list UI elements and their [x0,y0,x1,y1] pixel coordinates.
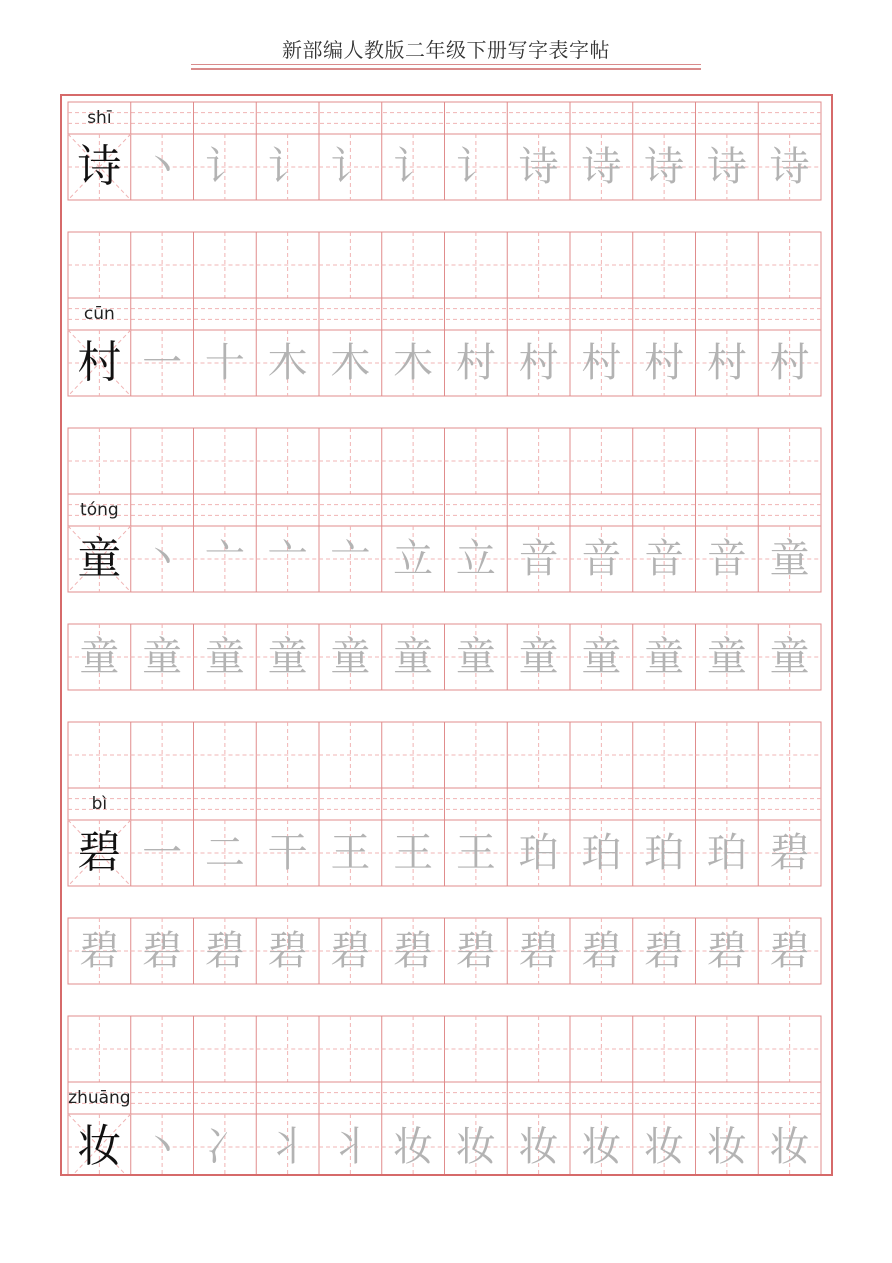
stroke-order-char: 妆 [644,1124,685,1170]
stroke-order-char: 诗 [706,144,747,190]
stroke-order-char: 诗 [769,144,810,190]
stroke-order-char: 亠 [267,536,308,582]
stroke-order-char: 立 [455,536,496,582]
trace-character: 童 [644,634,685,680]
stroke-order-char: 一 [142,340,183,386]
trace-character: 碧 [455,928,496,974]
stroke-order-char: 木 [267,340,308,386]
stroke-order-char: 珀 [644,830,685,876]
stroke-order-char: 丬 [267,1124,308,1170]
trace-character: 碧 [267,928,308,974]
pinyin-label: tóng [80,500,119,520]
stroke-order-char: 丶 [142,1124,183,1170]
stroke-order-char: 珀 [581,830,622,876]
stroke-order-char: 王 [393,830,434,876]
main-character: 诗 [77,141,122,192]
stroke-order-char: 讠 [330,144,371,190]
stroke-order-char: 讠 [267,144,308,190]
stroke-order-char: 王 [330,830,371,876]
pinyin-label: zhuāng [68,1088,131,1108]
trace-character: 童 [204,634,245,680]
stroke-order-char: 亠 [204,536,245,582]
main-character: 童 [77,533,122,584]
stroke-order-char: 妆 [455,1124,496,1170]
stroke-order-char: 村 [644,340,685,386]
trace-character: 碧 [393,928,434,974]
trace-character: 童 [79,634,120,680]
stroke-order-char: 音 [706,536,747,582]
stroke-order-char: 村 [518,340,559,386]
trace-character: 童 [518,634,559,680]
stroke-order-char: 木 [330,340,371,386]
stroke-order-char: 音 [518,536,559,582]
stroke-order-char: 立 [393,536,434,582]
stroke-order-char: 音 [644,536,685,582]
trace-character: 碧 [79,928,120,974]
main-character: 妆 [77,1121,122,1172]
trace-character: 童 [267,634,308,680]
stroke-order-char: 村 [769,340,810,386]
title-underline [191,64,701,72]
trace-character: 童 [142,634,183,680]
stroke-order-char: 木 [393,340,434,386]
stroke-order-char: 妆 [706,1124,747,1170]
trace-character: 童 [393,634,434,680]
trace-character: 碧 [518,928,559,974]
trace-character: 碧 [330,928,371,974]
trace-character: 童 [769,634,810,680]
stroke-order-char: 丬 [330,1124,371,1170]
trace-character: 碧 [706,928,747,974]
pinyin-label: cūn [83,304,115,324]
stroke-order-char: 亠 [330,536,371,582]
trace-character: 童 [330,634,371,680]
trace-character: 碧 [204,928,245,974]
main-character: 村 [77,337,122,388]
stroke-order-char: 诗 [518,144,559,190]
trace-character: 碧 [644,928,685,974]
stroke-order-char: 妆 [393,1124,434,1170]
stroke-order-char: 童 [769,536,810,582]
page-title: 新部编人教版二年级下册写字表字帖 [282,38,610,62]
stroke-order-char: 音 [581,536,622,582]
stroke-order-char: 村 [455,340,496,386]
stroke-order-char: 十 [204,340,245,386]
pinyin-label: bì [91,794,108,814]
stroke-order-char: 丶 [142,536,183,582]
pinyin-label: shī [87,108,112,128]
stroke-order-char: 碧 [769,830,810,876]
stroke-order-char: 村 [581,340,622,386]
stroke-order-char: 珀 [518,830,559,876]
stroke-order-char: 一 [142,830,183,876]
trace-character: 童 [581,634,622,680]
stroke-order-char: 冫 [204,1124,245,1170]
trace-character: 碧 [769,928,810,974]
stroke-order-char: 珀 [706,830,747,876]
trace-character: 碧 [581,928,622,974]
stroke-order-char: 丶 [142,144,183,190]
stroke-order-char: 讠 [204,144,245,190]
main-character: 碧 [77,827,122,878]
stroke-order-char: 妆 [518,1124,559,1170]
stroke-order-char: 讠 [455,144,496,190]
stroke-order-char: 干 [267,830,308,876]
stroke-order-char: 诗 [644,144,685,190]
trace-character: 童 [706,634,747,680]
trace-character: 碧 [142,928,183,974]
stroke-order-char: 诗 [581,144,622,190]
stroke-order-char: 妆 [769,1124,810,1170]
trace-character: 童 [455,634,496,680]
stroke-order-char: 二 [204,830,245,876]
stroke-order-char: 妆 [581,1124,622,1170]
stroke-order-char: 村 [706,340,747,386]
stroke-order-char: 王 [455,830,496,876]
stroke-order-char: 讠 [393,144,434,190]
